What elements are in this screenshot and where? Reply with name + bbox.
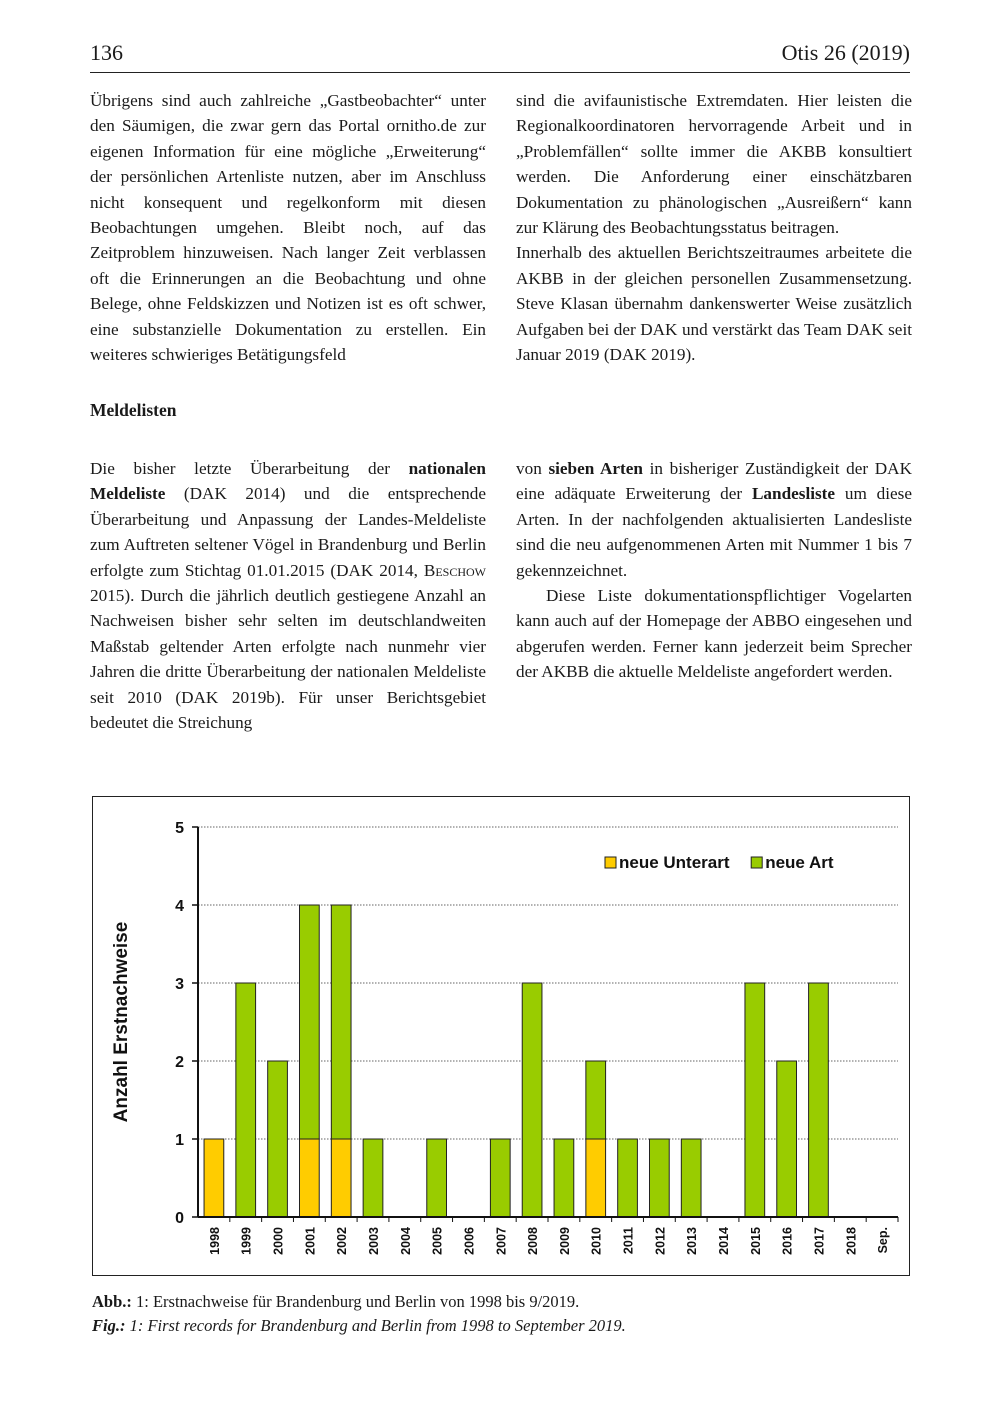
x-tick-label: 2018	[844, 1227, 859, 1255]
x-tick-label: 2012	[653, 1227, 668, 1255]
x-tick-label: 2014	[717, 1227, 731, 1255]
paragraph: sind die avifaunistische Extremdaten. Hier leisten die Regionalkoordinatoren hervorragende Arbeit und in „Problemfällen“ sollte immer die AKBB konsultiert werden. Die Anforderung einer einschätzbaren Dokumentation zu phänologischen „Ausreißern“ kann zur Klärung des Beobachtungsstatus beitragen.	[516, 91, 912, 238]
bar-neue-unterart	[204, 1139, 224, 1217]
bar-neue-unterart	[300, 1139, 320, 1217]
paragraph: Diese Liste dokumentationspflichtiger Vogelarten kann auch auf der Homepage der ABBO eingesehen und abgerufen werden. Ferner kann jederzeit beim Sprecher der AKBB die aktuelle Meldeliste angefordert werden.	[516, 586, 912, 682]
bar-neue-art	[745, 983, 765, 1217]
y-tick-label: 5	[175, 820, 184, 837]
bottom-left-column	[90, 456, 486, 735]
bar-neue-art	[236, 983, 256, 1217]
x-tick-label: 1998	[207, 1227, 222, 1255]
x-tick-label: 2013	[685, 1227, 700, 1255]
y-tick-label: 0	[175, 1210, 184, 1227]
paragraph: von sieben Arten in bisheriger Zuständigkeit der DAK eine adäquate Erweiterung der Landesliste um diese Arten. In der nachfolgenden aktualisierten Landesliste sind die neu aufgenommenen Arten mit Nummer 1 bis 7 gekennzeichnet.	[516, 459, 913, 580]
bold-term: sieben Arten	[548, 459, 643, 478]
section-heading: Meldelisten	[90, 400, 177, 420]
bar-neue-art	[427, 1139, 447, 1217]
legend-label: neue Art	[765, 853, 834, 872]
y-tick-label: 4	[175, 898, 184, 915]
page-header	[90, 38, 910, 73]
x-tick-label: 2003	[367, 1227, 381, 1255]
bar-neue-unterart	[331, 1139, 351, 1217]
x-tick-label: 2006	[462, 1227, 477, 1255]
legend-swatch	[751, 857, 762, 868]
bar-neue-art	[777, 1061, 797, 1217]
figure-caption	[92, 1290, 912, 1338]
x-tick-label: 2008	[526, 1227, 541, 1255]
bar-neue-art	[522, 983, 542, 1217]
y-tick-label: 2	[175, 1054, 184, 1071]
legend-label: neue Unterart	[619, 853, 730, 872]
top-left-column	[90, 88, 486, 367]
x-tick-label: 2017	[812, 1227, 827, 1255]
top-right-column	[516, 88, 912, 367]
bold-term: Landesliste	[751, 484, 836, 504]
bar-neue-art	[363, 1139, 383, 1217]
x-tick-label: 2004	[398, 1227, 413, 1255]
bar-chart	[93, 797, 909, 1275]
x-tick-label: 2002	[335, 1227, 350, 1255]
bar-neue-art	[809, 983, 829, 1217]
x-tick-label: 2005	[430, 1227, 445, 1255]
page-number: 136	[90, 40, 123, 65]
bar-neue-art	[586, 1061, 606, 1139]
bar-neue-art	[268, 1061, 288, 1217]
y-axis-label: Anzahl Erstnachweise	[111, 921, 132, 1123]
bar-neue-art	[300, 905, 320, 1139]
bottom-right-column	[516, 456, 912, 685]
bold-term: nationalen Meldeliste	[90, 459, 486, 504]
caption-german: Abb.: 1: Erstnachweise für Brandenburg und Berlin von 1998 bis 9/2019.	[92, 1292, 580, 1311]
x-tick-label: 2011	[621, 1227, 636, 1255]
bar-neue-art	[681, 1139, 701, 1217]
bar-neue-art	[618, 1139, 638, 1217]
legend-swatch	[605, 857, 616, 868]
x-tick-label: Sep.	[876, 1227, 891, 1254]
caption-english: Fig.: 1: First records for Brandenburg and Berlin from 1998 to September 2019.	[92, 1316, 626, 1335]
x-tick-label: 2007	[494, 1227, 509, 1255]
x-tick-label: 2000	[271, 1227, 286, 1255]
journal-name: Otis 26 (2019)	[781, 40, 910, 65]
bar-neue-art	[554, 1139, 574, 1217]
bar-neue-art	[650, 1139, 670, 1217]
paragraph: Die bisher letzte Überarbeitung der nationalen Meldeliste (DAK 2014) und die entsprechende Überarbeitung und Anpassung der Landes-Meldeliste zum Auftreten seltener Vögel in Brandenburg und Berlin erfolgte zum Stichtag 01.01.2015 (DAK 2014, Beschow 2015). Durch die jährlich deutlich gestiegene Anzahl an Nachweisen bisher sehr selten im deutschlandweiten Maßstab geltender Arten erfolgte nach nunmehr vier Jahren die dritte Überarbeitung der nationalen Meldeliste seit 2010 (DAK 2019b). Für unser Berichtsgebiet bedeutet die Streichung	[90, 459, 486, 733]
bar-neue-unterart	[586, 1139, 606, 1217]
figure-frame	[92, 796, 910, 1276]
y-tick-label: 3	[175, 976, 184, 993]
x-tick-label: 2001	[303, 1227, 318, 1255]
x-tick-label: 2015	[748, 1227, 763, 1255]
paragraph: Übrigens sind auch zahlreiche „Gastbeobachter“ unter den Säumigen, die zwar gern das Portal ornitho.de zur eigenen Information für eine mögliche „Erweiterung“ der persönlichen Artenliste nutzen, aber im Anschluss nicht konsequent und regelkonform mit diesen Beobachtungen umgehen. Bleibt noch, auf das Zeitproblem hinzuweisen. Nach langer Zeit verblassen oft die Erinnerungen an die Beobachtung und ohne Belege, ohne Feldskizzen und Notizen ist es oft schwer, eine substanzielle Dokumentation zu erstellen. Ein weiteres schwieriges Betätigungsfeld	[90, 91, 486, 365]
x-tick-label: 2010	[589, 1227, 604, 1255]
x-tick-label: 1999	[239, 1227, 254, 1255]
x-tick-label: 2016	[780, 1227, 795, 1255]
x-tick-label: 2009	[557, 1227, 572, 1255]
author-name: Beschow	[423, 560, 486, 580]
bar-neue-art	[331, 905, 351, 1139]
paragraph: Innerhalb des aktuellen Berichtszeitraumes arbeitete die AKBB in der gleichen personellen Zusammensetzung. Steve Klasan übernahm dankenswerter Weise zusätzlich Aufgaben bei der DAK und verstärkt das Team DAK seit Januar 2019 (DAK 2019).	[516, 243, 912, 365]
y-tick-label: 1	[175, 1132, 184, 1149]
bar-neue-art	[490, 1139, 510, 1217]
